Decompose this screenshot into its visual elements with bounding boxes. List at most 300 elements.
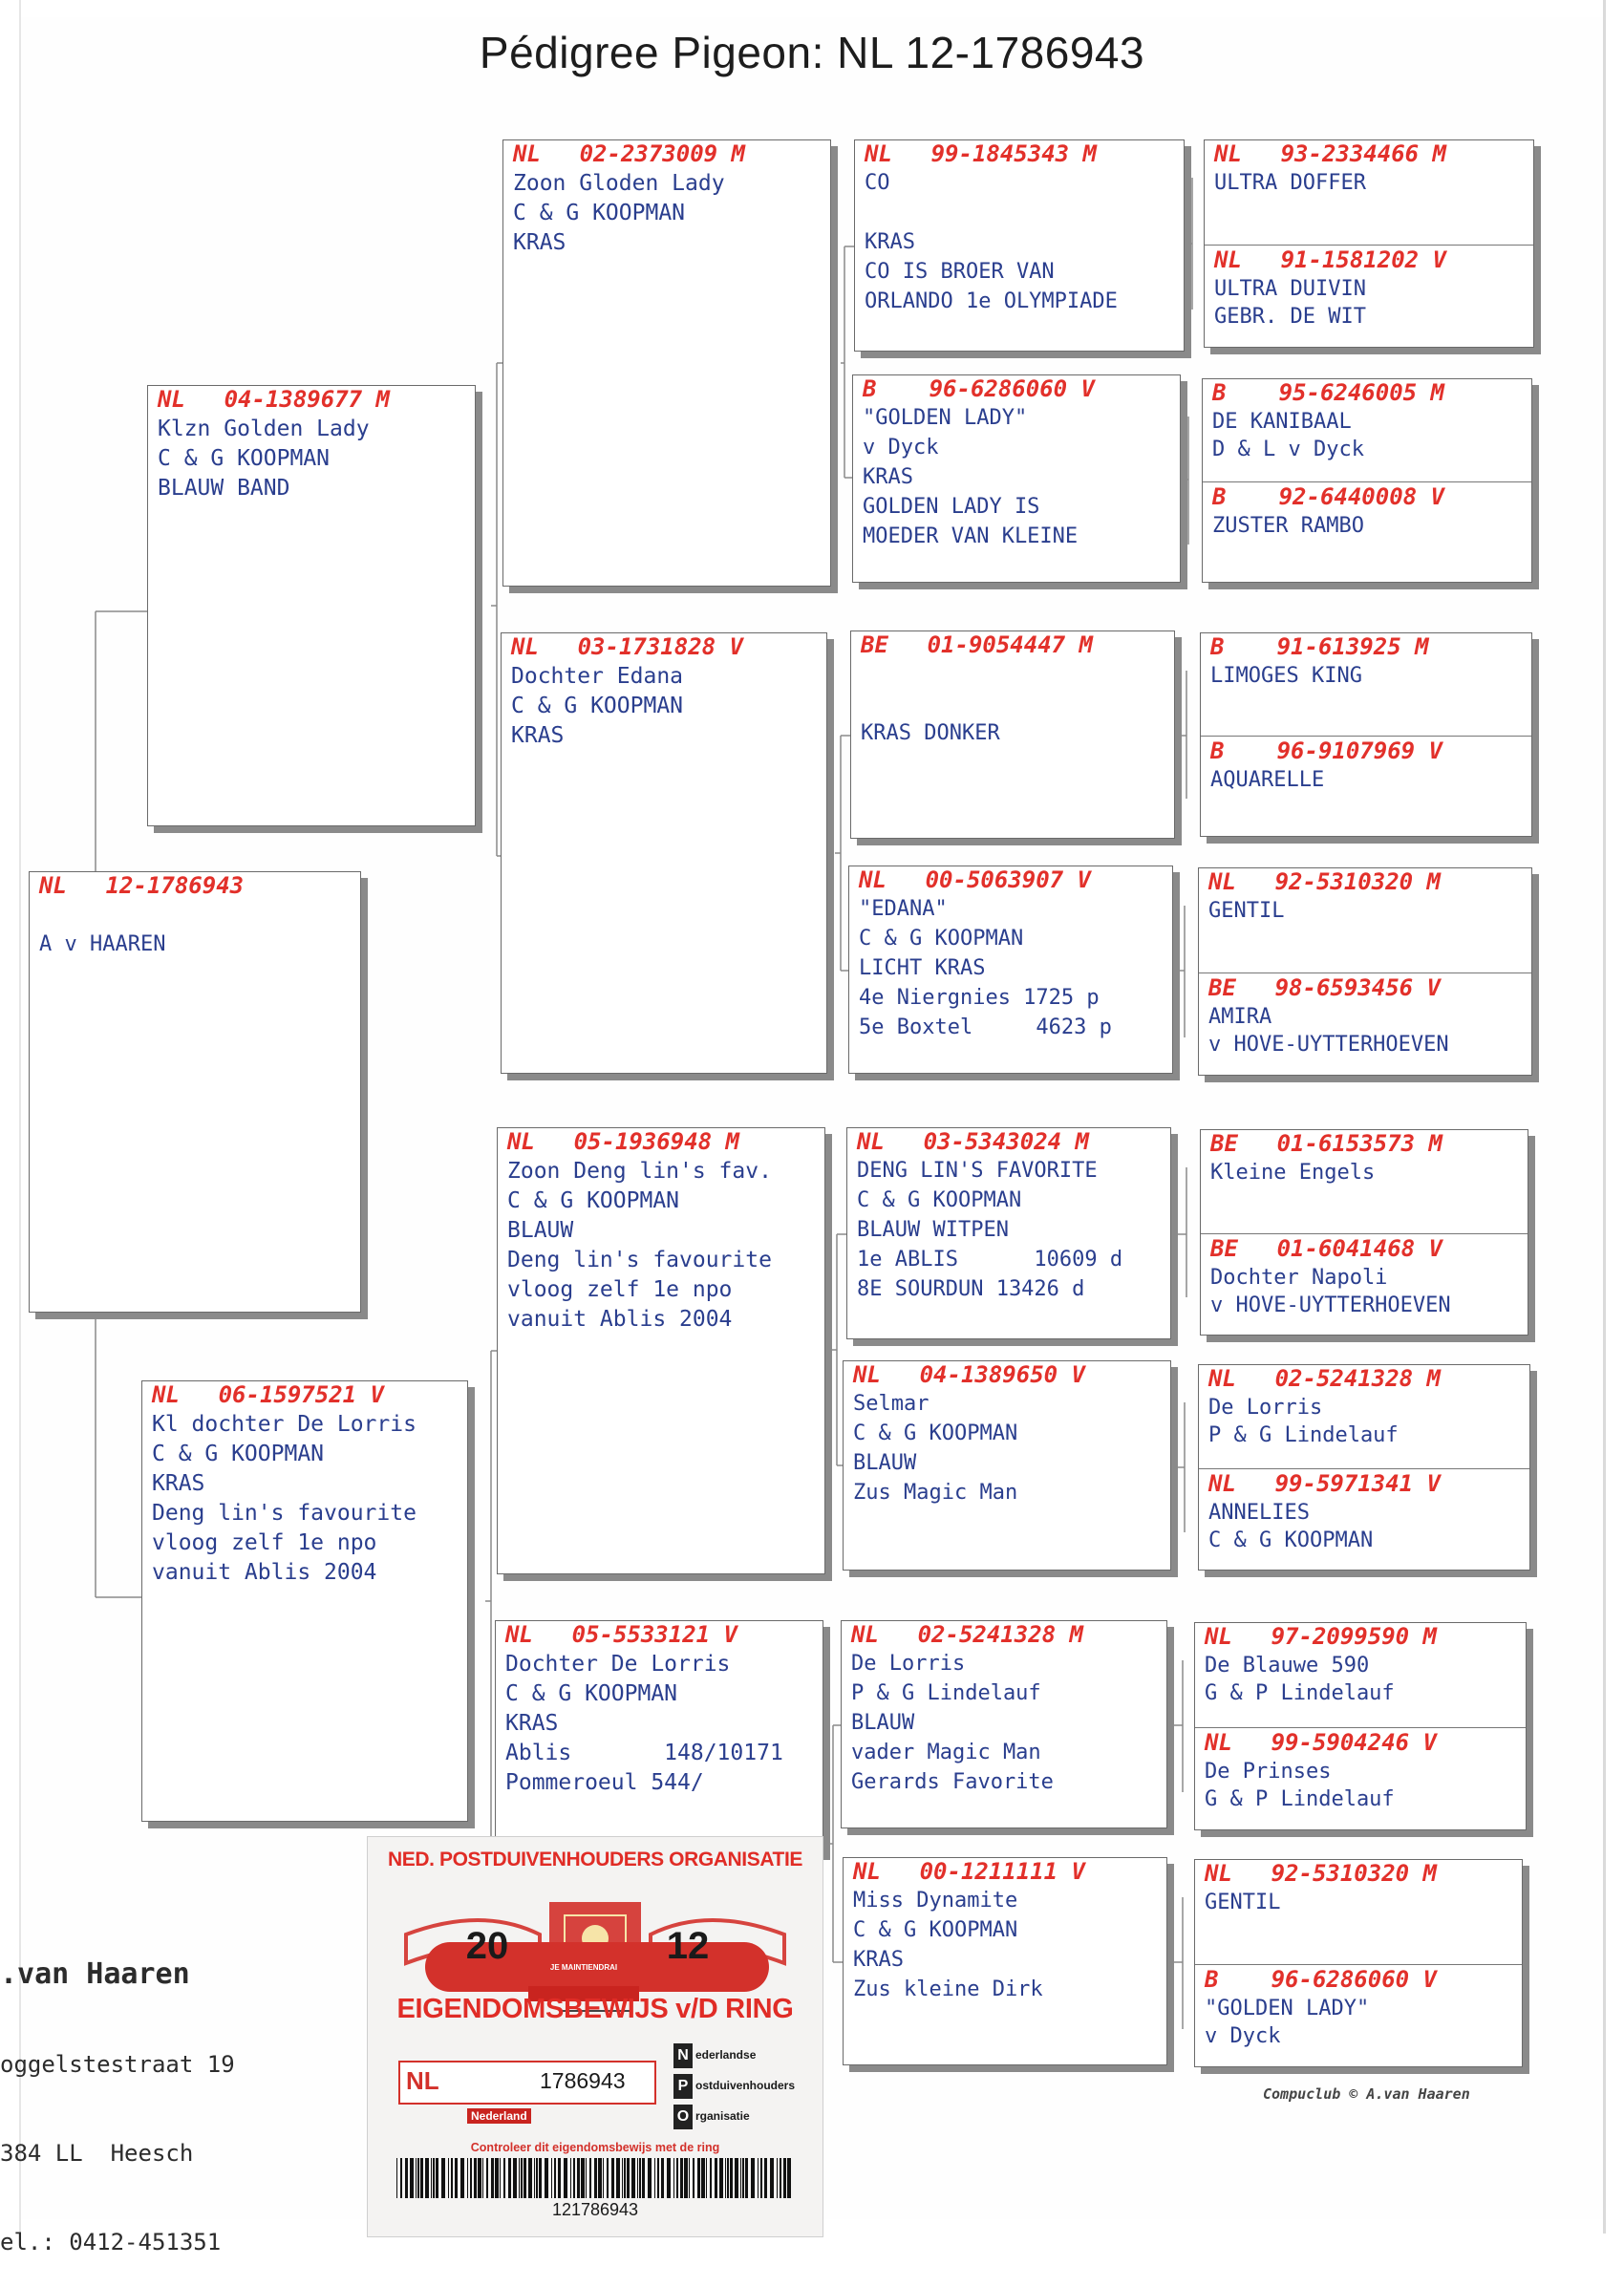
barcode-bar	[405, 2158, 408, 2198]
pigeon-details	[1208, 1005, 1449, 1060]
ring-label	[853, 1858, 1085, 1885]
npo-logo	[673, 2040, 817, 2131]
ring-number: 92-6440008 V	[1278, 483, 1444, 510]
pair-divider	[1199, 1468, 1529, 1469]
barcode-bar	[564, 2158, 567, 2198]
barcode-number: 121786943	[551, 2200, 639, 2219]
barcode-bar	[742, 2158, 744, 2198]
detail-line: vader Magic Man	[851, 1741, 1041, 1764]
pigeon-details	[861, 662, 1000, 751]
ring-label	[863, 375, 1095, 402]
pigeon-details	[857, 1159, 1122, 1307]
barcode-bar	[689, 2158, 690, 2198]
detail-line: Zoon Gloden Lady	[513, 171, 725, 196]
detail-line: BLAUW	[507, 1218, 574, 1243]
pigeon-card-subject	[29, 871, 361, 1313]
detail-line: BLAUW	[851, 1711, 915, 1735]
detail-line: ULTRA DUIVIN	[1214, 277, 1366, 301]
detail-line: v Dyck	[863, 436, 939, 460]
owner-address	[0, 1899, 363, 2287]
detail-line: CO IS BROER VAN	[865, 260, 1055, 284]
pigeon-details	[158, 417, 370, 505]
npo-line-2: ostduivenhouders	[695, 2079, 796, 2092]
ring-country-code: NL	[507, 1128, 535, 1155]
ring-label	[511, 633, 743, 660]
barcode-bar	[673, 2158, 674, 2198]
detail-line: "GOLDEN LADY"	[1205, 1997, 1370, 2020]
ring-number: 02-5241328 M	[917, 1621, 1083, 1648]
ring-country-code: NL	[505, 1621, 533, 1648]
barcode-bar	[642, 2158, 645, 2198]
barcode-bar	[616, 2158, 620, 2198]
ring-number: 97-2099590 M	[1271, 1623, 1437, 1650]
pigeon-details	[853, 1392, 1017, 1510]
barcode-icon	[396, 2158, 794, 2198]
pigeon-details	[1205, 1760, 1395, 1815]
ring-label	[861, 631, 1093, 658]
barcode-bar	[470, 2158, 472, 2198]
ring-country-code: NL	[853, 1361, 881, 1388]
ring-label	[851, 1621, 1083, 1648]
barcode-bar	[433, 2158, 435, 2198]
detail-line: v HOVE-UYTTERHOEVEN	[1208, 1033, 1449, 1057]
pigeon-card-pair-5	[1200, 1129, 1528, 1336]
barcode-bar	[528, 2158, 532, 2198]
barcode-bar	[431, 2158, 432, 2198]
detail-line: AMIRA	[1208, 1005, 1272, 1029]
detail-line: GENTIL	[1205, 1891, 1281, 1914]
ring-country-code: B	[1212, 483, 1227, 510]
barcode-bar	[478, 2158, 481, 2198]
barcode-bar	[573, 2158, 575, 2198]
ring-number: 99-1845343 M	[930, 140, 1097, 167]
barcode-bar	[513, 2158, 517, 2198]
detail-line: 1e ABLIS 10609 d	[857, 1248, 1123, 1272]
barcode-bar	[654, 2158, 655, 2198]
detail-line: C & G KOOPMAN	[507, 1188, 680, 1213]
pigeon-details	[1210, 1266, 1451, 1321]
pigeon-details	[1205, 1997, 1369, 2052]
barcode-bar	[603, 2158, 604, 2198]
ring-number: 01-9054447 M	[927, 631, 1093, 658]
pigeon-card-great-grandparent-7	[841, 1620, 1167, 1828]
owner-phone: el.: 0412-451351	[0, 2229, 222, 2255]
ring-label	[1208, 1365, 1441, 1392]
detail-line: C & G KOOPMAN	[513, 201, 686, 225]
pigeon-card-pair-3	[1200, 632, 1532, 837]
barcode-bar	[701, 2158, 705, 2198]
barcode-bar	[474, 2158, 477, 2198]
pigeon-details	[513, 171, 725, 260]
npo-letter-p: P	[673, 2074, 693, 2099]
ring-label	[1214, 140, 1446, 167]
barcode-bar	[495, 2158, 499, 2198]
ring-number: 02-2373009 M	[579, 140, 745, 167]
pigeon-details	[1210, 664, 1362, 692]
npo-letter-n: N	[673, 2043, 693, 2068]
pigeon-details	[505, 1652, 783, 1800]
certificate-title: EIGENDOMSBEWIJS v/D RING	[396, 1994, 794, 2024]
barcode-bar	[491, 2158, 494, 2198]
ring-label	[865, 140, 1097, 167]
ring-number-box	[398, 2061, 656, 2105]
barcode-bar	[758, 2158, 759, 2198]
pigeon-details	[1214, 171, 1366, 199]
pigeon-details	[863, 406, 1078, 554]
ring-country-code: NL	[39, 872, 67, 899]
ring-country: NL	[406, 2066, 439, 2095]
barcode-bar	[417, 2158, 419, 2198]
detail-line: P & G Lindelauf	[851, 1681, 1041, 1705]
year-left: 20	[465, 1925, 509, 1967]
crest-motto: JE MAINTIENDRAI	[549, 1963, 618, 1972]
ring-country-code: BE	[1210, 1130, 1238, 1157]
detail-line	[865, 201, 1118, 230]
ring-label	[1208, 868, 1441, 895]
ring-country-code: BE	[1208, 974, 1236, 1001]
pigeon-details	[1205, 1891, 1280, 1918]
ring-number: 99-5971341 V	[1274, 1470, 1441, 1497]
ring-number: 93-2334466 M	[1280, 140, 1446, 167]
ring-label	[1214, 246, 1446, 273]
pair-divider	[1201, 1233, 1528, 1234]
pigeon-details	[853, 1889, 1043, 2007]
detail-line	[39, 903, 165, 932]
detail-line: Dochter Napoli	[1210, 1266, 1388, 1290]
detail-line: 8E SOURDUN 13426 d	[857, 1277, 1085, 1301]
barcode-bar	[416, 2158, 417, 2198]
pigeon-details	[851, 1652, 1054, 1800]
barcode-bar	[639, 2158, 641, 2198]
ring-country-code: B	[1210, 633, 1225, 660]
detail-line: Gerards Favorite	[851, 1770, 1054, 1794]
detail-line: v HOVE-UYTTERHOEVEN	[1210, 1293, 1451, 1317]
pigeon-card-grandparent-4	[495, 1620, 823, 1853]
barcode-bar	[594, 2158, 597, 2198]
barcode-bar	[519, 2158, 520, 2198]
barcode-bar	[436, 2158, 438, 2198]
barcode-bar	[558, 2158, 561, 2198]
ring-number: 00-1211111 V	[919, 1858, 1085, 1885]
npo-line-1: ederlandse	[695, 2048, 757, 2062]
detail-line: vloog zelf 1e npo	[507, 1277, 733, 1302]
barcode-bar	[622, 2158, 623, 2198]
barcode-bar	[410, 2158, 414, 2198]
barcode-bar	[570, 2158, 571, 2198]
pigeon-card-great-grandparent-8	[843, 1857, 1167, 2065]
ring-number: 98-6593456 V	[1274, 974, 1441, 1001]
detail-line: v Dyck	[1205, 2024, 1281, 2048]
pigeon-details	[1210, 1161, 1375, 1188]
ring-label	[1210, 633, 1429, 660]
detail-line: C & G KOOPMAN	[511, 694, 684, 718]
ring-label	[1210, 737, 1442, 764]
barcode-bar	[725, 2158, 726, 2198]
barcode-bar	[624, 2158, 626, 2198]
barcode-bar	[425, 2158, 429, 2198]
barcode-bar	[460, 2158, 464, 2198]
pigeon-details	[1205, 1654, 1395, 1709]
pigeon-details	[39, 903, 165, 962]
ring-number: 92-5310320 M	[1271, 1860, 1437, 1887]
pigeon-card-grandparent-1	[502, 139, 831, 587]
detail-line: ULTRA DOFFER	[1214, 171, 1366, 195]
ring-number: 00-5063907 V	[925, 866, 1091, 893]
barcode-bar	[536, 2158, 538, 2198]
ring-country-code: NL	[152, 1381, 180, 1408]
ring-country-code: NL	[1214, 140, 1242, 167]
detail-line: C & G KOOPMAN	[857, 1188, 1022, 1212]
detail-line: C & G KOOPMAN	[859, 927, 1024, 951]
barcode-bar	[455, 2158, 458, 2198]
detail-line: KRAS	[865, 230, 915, 254]
barcode-bar	[719, 2158, 723, 2198]
ring-number: 06-1597521 V	[218, 1381, 384, 1408]
pigeon-details	[1210, 768, 1324, 796]
barcode-bar	[396, 2158, 397, 2198]
barcode-bar	[676, 2158, 678, 2198]
ring-country-code: B	[1212, 379, 1227, 406]
ring-country-code: B	[1205, 1966, 1219, 1993]
barcode-bar	[508, 2158, 511, 2198]
ring-number: 92-5310320 M	[1274, 868, 1441, 895]
detail-line: Deng lin's favourite	[507, 1248, 772, 1272]
ring-number: 01-6041468 V	[1276, 1235, 1442, 1262]
ring-country-code: B	[1210, 737, 1225, 764]
detail-line: G & P Lindelauf	[1205, 1787, 1395, 1811]
owner-city: 384 LL Heesch	[0, 2140, 194, 2167]
ring-number: 96-6286060 V	[1271, 1966, 1437, 1993]
ring-number: 04-1389650 V	[919, 1361, 1085, 1388]
ring-number: 05-5533121 V	[571, 1621, 737, 1648]
pigeon-details	[1208, 899, 1284, 927]
barcode-bar	[586, 2158, 587, 2198]
barcode-bar	[648, 2158, 652, 2198]
pigeon-card-great-grandparent-4	[848, 866, 1173, 1074]
detail-line: GEBR. DE WIT	[1214, 305, 1366, 329]
barcode-bar	[534, 2158, 535, 2198]
barcode-bar	[706, 2158, 707, 2198]
ring-country-code: NL	[511, 633, 539, 660]
barcode-bar	[611, 2158, 614, 2198]
ring-label	[158, 386, 390, 413]
barcode-bar	[751, 2158, 755, 2198]
detail-line: G & P Lindelauf	[1205, 1681, 1395, 1705]
page-title: Pédigree Pigeon: NL 12-1786943	[479, 28, 1145, 77]
barcode-bar	[503, 2158, 505, 2198]
detail-line: vloog zelf 1e npo	[152, 1530, 377, 1555]
detail-line: "GOLDEN LADY"	[863, 406, 1028, 430]
detail-line: KRAS	[863, 465, 913, 489]
ring-country-code: NL	[1208, 868, 1236, 895]
detail-line: ANNELIES	[1208, 1501, 1310, 1525]
detail-line: KRAS	[513, 230, 566, 255]
ring-country-code: NL	[1208, 1470, 1236, 1497]
barcode-bar	[745, 2158, 748, 2198]
ring-country-code: NL	[853, 1858, 881, 1885]
pigeon-details	[511, 664, 683, 753]
detail-line: DE KANIBAAL	[1212, 410, 1352, 434]
pigeon-card-pair-4	[1198, 867, 1532, 1076]
barcode-bar	[631, 2158, 635, 2198]
ring-number: 91-1581202 V	[1280, 246, 1446, 273]
detail-line: ZUSTER RAMBO	[1212, 514, 1364, 538]
detail-line: Dochter Edana	[511, 664, 684, 689]
barcode-bar	[783, 2158, 786, 2198]
detail-line: KRAS	[505, 1711, 559, 1736]
ring-number: 12-1786943	[105, 872, 245, 899]
pigeon-card-grandparent-2	[501, 632, 827, 1074]
detail-line: BLAUW BAND	[158, 476, 290, 501]
ring-label	[853, 1361, 1085, 1388]
barcode-bar	[770, 2158, 774, 2198]
detail-line: Dochter De Lorris	[505, 1652, 731, 1677]
detail-line: D & L v Dyck	[1212, 438, 1364, 461]
barcode-bar	[715, 2158, 717, 2198]
detail-line: Zoon Deng lin's fav.	[507, 1159, 772, 1184]
ring-label	[859, 866, 1091, 893]
pigeon-details	[1208, 1501, 1373, 1556]
detail-line: Ablis 148/10171	[505, 1741, 783, 1765]
detail-line: Miss Dynamite	[853, 1889, 1018, 1913]
barcode-bar	[777, 2158, 778, 2198]
detail-line: LIMOGES KING	[1210, 664, 1362, 688]
pigeon-card-great-grandparent-1	[854, 139, 1185, 352]
barcode-bar	[486, 2158, 488, 2198]
detail-line: DENG LIN'S FAVORITE	[857, 1159, 1098, 1183]
detail-line: KRAS DONKER	[861, 721, 1000, 745]
pair-divider	[1201, 736, 1531, 737]
ring-label	[1205, 1860, 1437, 1887]
barcode-bar	[710, 2158, 712, 2198]
barcode-bar	[693, 2158, 694, 2198]
pigeon-card-great-grandparent-6	[843, 1360, 1171, 1571]
barcode-bar	[441, 2158, 445, 2198]
ring-label	[1208, 974, 1441, 1001]
pigeon-card-great-grandparent-2	[852, 374, 1181, 583]
detail-line: Deng lin's favourite	[152, 1501, 417, 1526]
barcode-bar	[524, 2158, 526, 2198]
detail-line: GOLDEN LADY IS	[863, 495, 1040, 519]
ring-country-code: BE	[861, 631, 888, 658]
barcode-bar	[740, 2158, 741, 2198]
barcode-bar	[697, 2158, 700, 2198]
ring-label	[1205, 1729, 1437, 1756]
detail-line: Kl dochter De Lorris	[152, 1412, 417, 1437]
barcode-bar	[420, 2158, 423, 2198]
control-notice: Controleer dit eigendomsbewijs met de ring	[470, 2141, 720, 2154]
ring-country-code: NL	[1205, 1729, 1232, 1756]
ring-label	[857, 1128, 1089, 1155]
ring-number: 01-6153573 M	[1276, 1130, 1442, 1157]
detail-line: MOEDER VAN KLEINE	[863, 524, 1079, 548]
detail-line: KRAS	[152, 1471, 205, 1496]
barcode-bar	[684, 2158, 688, 2198]
pigeon-card-pair-6	[1198, 1364, 1530, 1571]
detail-line: vanuit Ablis 2004	[507, 1307, 733, 1332]
ownership-certificate	[367, 1836, 823, 2237]
pigeon-details	[865, 171, 1118, 319]
ring-number: 02-5241328 M	[1274, 1365, 1441, 1392]
barcode-bar	[554, 2158, 556, 2198]
ring-number: 05-1936948 M	[573, 1128, 739, 1155]
barcode-bar	[400, 2158, 402, 2198]
ring-country-code: NL	[859, 866, 887, 893]
pigeon-card-great-grandparent-3	[850, 631, 1175, 839]
detail-line: De Prinses	[1205, 1760, 1332, 1784]
ring-label	[1205, 1623, 1437, 1650]
pigeon-details	[859, 897, 1112, 1045]
detail-line: AQUARELLE	[1210, 768, 1325, 792]
country-label: Nederland	[467, 2108, 531, 2124]
pair-divider	[1195, 1727, 1526, 1728]
ring-number: 95-6246005 M	[1278, 379, 1444, 406]
barcode-bar	[627, 2158, 630, 2198]
ring-number: 1786943	[540, 2068, 626, 2093]
detail-line: CO	[865, 171, 890, 195]
ring-country-code: BE	[1210, 1235, 1238, 1262]
pigeon-card-great-grandparent-5	[846, 1127, 1171, 1339]
barcode-bar	[539, 2158, 542, 2198]
ring-country-code: NL	[1205, 1623, 1232, 1650]
pigeon-card-dam	[141, 1380, 468, 1822]
ring-label	[152, 1381, 384, 1408]
ring-label	[1210, 1235, 1442, 1262]
detail-line: LICHT KRAS	[859, 956, 986, 980]
ring-number: 91-613925 M	[1276, 633, 1429, 660]
ring-number: 99-5904246 V	[1271, 1729, 1437, 1756]
detail-line: Kleine Engels	[1210, 1161, 1376, 1185]
pigeon-card-grandparent-3	[497, 1127, 825, 1574]
pigeon-details	[1212, 410, 1364, 465]
detail-line: "EDANA"	[859, 897, 948, 921]
ring-label	[513, 140, 745, 167]
ring-label	[1208, 1470, 1441, 1497]
barcode-bar	[730, 2158, 733, 2198]
detail-line: C & G KOOPMAN	[1208, 1528, 1374, 1552]
pigeon-details	[152, 1412, 417, 1590]
detail-line: C & G KOOPMAN	[505, 1681, 678, 1706]
detail-line: De Blauwe 590	[1205, 1654, 1370, 1678]
detail-line: GENTIL	[1208, 899, 1285, 923]
ring-country-code: NL	[158, 386, 185, 413]
ring-number: 96-9107969 V	[1276, 737, 1442, 764]
ring-country-code: NL	[1208, 1365, 1236, 1392]
barcode-bar	[637, 2158, 638, 2198]
organisation-name: NED. POSTDUIVENHOUDERS ORGANISATIE	[387, 1849, 803, 1870]
pair-divider	[1203, 481, 1531, 482]
detail-line: C & G KOOPMAN	[152, 1442, 325, 1466]
detail-line: Zus Magic Man	[853, 1481, 1018, 1505]
ring-country-code: NL	[1205, 1860, 1232, 1887]
barcode-bar	[780, 2158, 781, 2198]
year-right: 12	[666, 1925, 710, 1967]
pigeon-card-pair-1	[1204, 139, 1534, 348]
barcode-bar	[680, 2158, 683, 2198]
ring-label	[1212, 483, 1444, 510]
detail-line	[861, 692, 1000, 721]
ring-label	[1210, 1130, 1442, 1157]
barcode-bar	[448, 2158, 449, 2198]
barcode-bar	[760, 2158, 762, 2198]
ring-label	[505, 1621, 737, 1648]
barcode-bar	[589, 2158, 591, 2198]
detail-line: Klzn Golden Lady	[158, 417, 370, 441]
ring-country-code: NL	[1214, 246, 1242, 273]
pigeon-card-pair-7	[1194, 1622, 1527, 1830]
detail-line: 5e Boxtel 4623 p	[859, 1015, 1112, 1039]
detail-line: 4e Niergnies 1725 p	[859, 986, 1100, 1010]
